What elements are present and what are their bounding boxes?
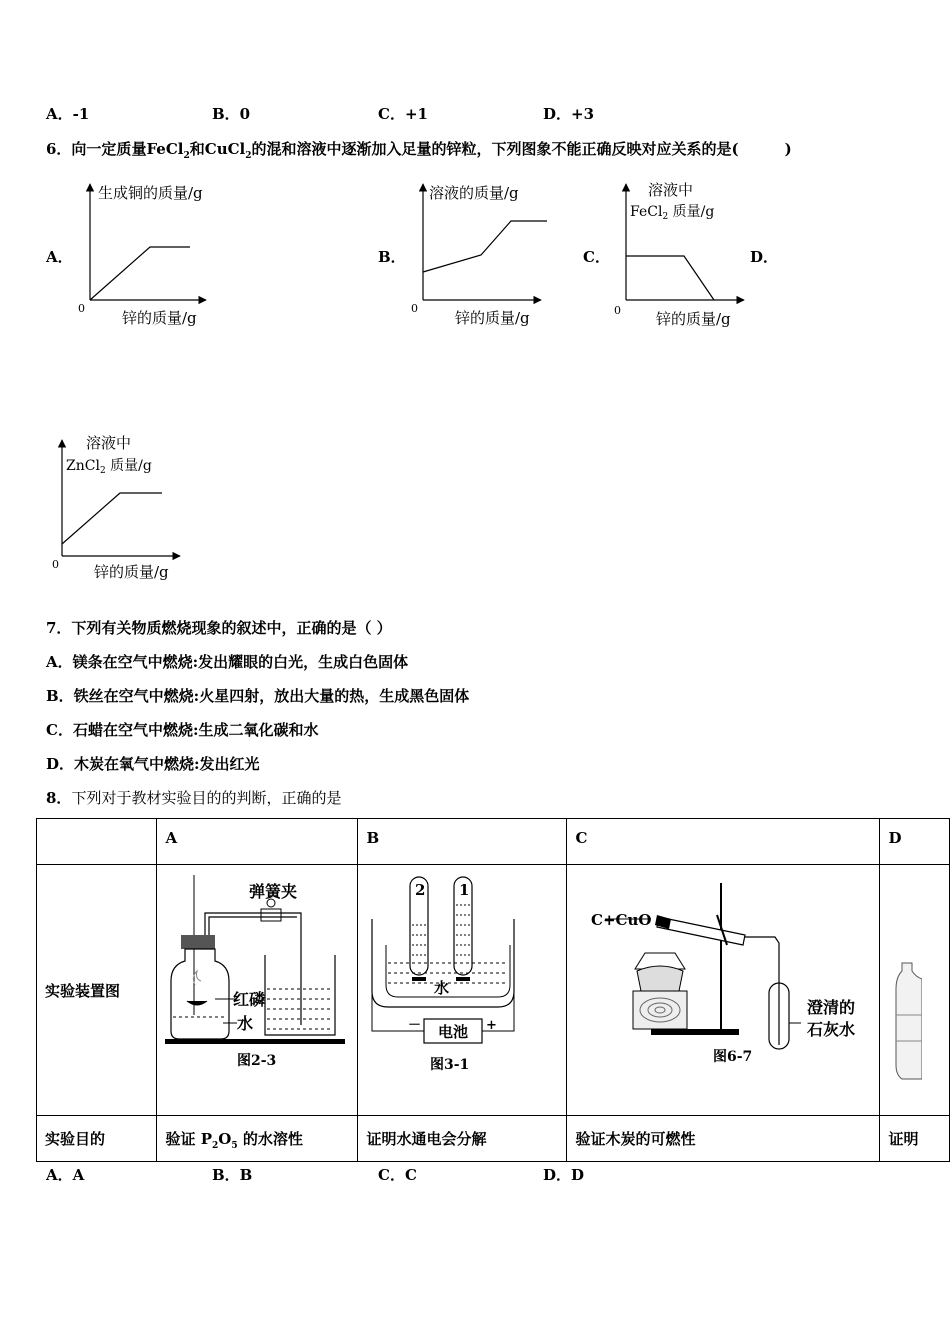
q6-sub: 2: [183, 151, 190, 161]
q8-header-a: A: [157, 819, 358, 865]
fig-a-phosphorus-apparatus: [157, 865, 357, 1111]
fig-a-tube-inner: [209, 917, 297, 935]
fig-a-beaker-water: [267, 989, 333, 1029]
chart-a-curve: [90, 247, 190, 300]
q8-header-b: B: [358, 819, 567, 865]
fig-a-tube-down: [297, 913, 301, 1025]
fig-a-spoon: [187, 1001, 207, 1005]
chart-a-xlabel: 锌的质量/g: [122, 309, 197, 327]
fig-a-beaker: [265, 955, 335, 1035]
q8-purpose-a-1: 验证 P: [165, 1130, 212, 1148]
chart-c-xlabel: 锌的质量/g: [656, 310, 731, 328]
q8-row2-label: 实验目的: [37, 1116, 157, 1162]
q6-label-a: A．: [46, 248, 73, 266]
fig-b-electrode-1: [456, 977, 470, 981]
chart-c-origin: 0: [614, 304, 621, 317]
fig-b-battery-label: 电池: [438, 1023, 469, 1041]
fig-a-clamp-label: 弹簧夹: [249, 882, 298, 901]
q8-purpose-b: 证明水通电会分解: [358, 1116, 567, 1162]
chart-d-curve: [62, 493, 162, 544]
q6-stem: [46, 138, 792, 161]
q8-purpose-a-3: 的水溶性: [237, 1130, 303, 1148]
q8-option-d: D．D: [543, 1166, 585, 1184]
fig-a-tube: [205, 913, 297, 935]
fig-a-flask: [171, 949, 229, 1039]
fig-a-stopper: [181, 935, 215, 949]
q8-header-c: C: [567, 819, 880, 865]
chart-d-ylabel2-sub: 2: [99, 466, 106, 476]
chart-a-ylabel: 生成铜的质量/g: [98, 184, 203, 202]
fig-a-clamp: [261, 909, 281, 921]
q6-sub: 2: [245, 151, 252, 161]
q5-option-a: A．-1: [46, 105, 90, 123]
fig-c-reactants: C+CuO: [591, 911, 652, 929]
q8-fig-a-cell: [157, 865, 358, 1116]
fig-a-flame: [194, 971, 202, 985]
chart-b-xlabel: 锌的质量/g: [455, 309, 530, 327]
fig-b-minus: －: [408, 1018, 422, 1033]
q7-option-b: B．铁丝在空气中燃烧:火星四射，放出大量的热，生成黑色固体: [46, 687, 470, 705]
q6-label-c: C．: [583, 248, 610, 266]
fig-a-caption: 图2-3: [237, 1053, 277, 1069]
chart-c-ylabel2: [630, 204, 714, 222]
fig-a-phos-label: 红磷: [233, 990, 266, 1009]
q8-purpose-a-sub1: 2: [212, 1141, 219, 1151]
q8-stem-text: 下列对于教材实验目的的判断，正确的是: [71, 789, 342, 807]
fig-b-tube2-label: 2: [415, 881, 426, 899]
q8-fig-c-cell: [567, 865, 880, 1116]
q5-option-d: D．+3: [543, 105, 595, 123]
fig-b-water-label: 水: [434, 979, 450, 997]
chart-c-ylabel2-sub: 2: [662, 212, 669, 222]
fig-b-tube1-label: 1: [459, 881, 470, 899]
chart-a: [72, 178, 222, 328]
chart-d: [46, 432, 196, 587]
q6-cucl: CuCl: [204, 140, 246, 158]
fig-c-lime1: 澄清的: [807, 998, 856, 1017]
q8-option-c: C．C: [378, 1166, 417, 1184]
fig-c-lime2: 石灰水: [807, 1020, 856, 1039]
q7-stem: 7．下列有关物质燃烧现象的叙述中，正确的是（ ）: [46, 619, 392, 637]
q5-option-c: C．+1: [378, 105, 428, 123]
q6-label-d: D．: [750, 248, 779, 266]
fig-c-delivery-tube: [745, 937, 779, 1045]
q6-and: 和: [189, 140, 205, 158]
chart-b-origin: 0: [411, 302, 418, 315]
q8-header-d: D: [880, 819, 950, 865]
chart-a-origin: 0: [78, 302, 85, 315]
q8-num: 8．: [46, 789, 72, 807]
q5-option-b: B．0: [212, 105, 251, 123]
chart-c-ylabel2-a: FeCl: [630, 204, 663, 220]
q6-stem-part: 的混和溶液中逐渐加入足量的锌粒，下列图象不能正确反映对应关系的是(: [251, 140, 739, 158]
chart-b: [405, 178, 555, 328]
q8-purpose-d: 证明: [880, 1116, 950, 1162]
q8-fig-d-cell: [880, 865, 950, 1116]
fig-c-caption: 图6-7: [713, 1049, 753, 1065]
q7-option-a: A．镁条在空气中燃烧:发出耀眼的白光，生成白色固体: [46, 653, 409, 671]
q8-purpose-c: 验证木炭的可燃性: [567, 1116, 880, 1162]
fig-c-wood-block: [633, 991, 687, 1029]
chart-d-ylabel2-b: 质量/g: [105, 458, 152, 474]
chart-d-origin: 0: [52, 558, 59, 571]
chart-d-ylabel2: [66, 458, 152, 476]
q8-stem: [46, 787, 341, 808]
fig-b-caption: 图3-1: [430, 1057, 470, 1073]
q8-header-empty: [37, 819, 157, 865]
q8-purpose-row: [37, 1116, 950, 1162]
q6-label-b: B．: [378, 248, 406, 266]
q6-paren: ): [784, 140, 792, 158]
q8-row1-label: 实验装置图: [37, 865, 157, 1116]
chart-d-ylabel2-a: ZnCl: [66, 458, 100, 474]
q8-purpose-a: [157, 1116, 358, 1162]
fig-b-electrolysis-apparatus: [358, 865, 566, 1111]
q8-purpose-a-2: O: [218, 1130, 232, 1148]
q8-option-a: A．A: [46, 1166, 85, 1184]
q6-fecl: FeCl: [146, 140, 184, 158]
fig-b-plus: +: [486, 1018, 498, 1033]
fig-d-bottle-apparatus: [880, 865, 922, 1111]
chart-c-ylabel2-b: 质量/g: [668, 204, 715, 220]
chart-d-xlabel: 锌的质量/g: [94, 563, 169, 581]
q8-table: [36, 818, 950, 1162]
fig-c-carbon-reduction-apparatus: [567, 865, 879, 1111]
q8-header-row: [37, 819, 950, 865]
fig-a-water-label: 水: [237, 1014, 254, 1033]
q8-fig-b-cell: [358, 865, 567, 1116]
chart-c-ylabel1: 溶液中: [648, 181, 694, 199]
q8-figure-row: [37, 865, 950, 1116]
fig-c-stand-base: [651, 1029, 739, 1035]
q8-purpose-a-sub2: 5: [231, 1141, 238, 1151]
chart-b-ylabel: 溶液的质量/g: [429, 184, 519, 202]
fig-b-electrode-2: [412, 977, 426, 981]
q6-stem-part: 6．向一定质量: [46, 140, 147, 158]
fig-c-lamp: [637, 966, 683, 991]
chart-d-ylabel1: 溶液中: [86, 434, 132, 452]
chart-c-curve: [626, 256, 714, 300]
chart-b-curve: [423, 221, 547, 272]
fig-d-bottle: [896, 963, 922, 1079]
q7-option-d: D．木炭在氧气中燃烧:发出红光: [46, 755, 260, 773]
chart-c: [608, 178, 758, 328]
fig-a-base: [165, 1039, 345, 1044]
q8-option-b: B．B: [212, 1166, 253, 1184]
fig-b-tube-water: [412, 905, 470, 955]
q7-option-c: C．石蜡在空气中燃烧:生成二氧化碳和水: [46, 721, 319, 739]
